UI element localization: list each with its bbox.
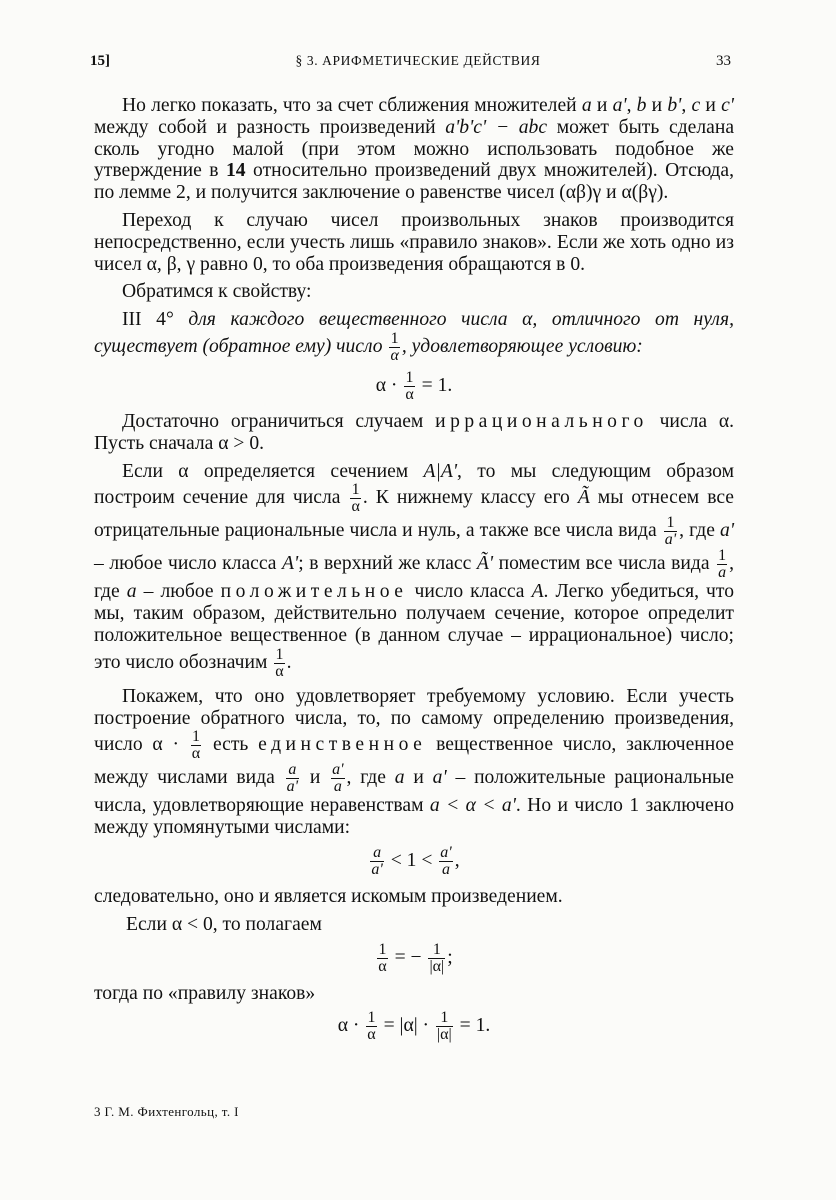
property-statement: III 4° для каждого вещественного числа α, отличного от нуля, существует (обратное ему) число $\frac{1}{\alpha}$ , удовлетворяющее условию:: [94, 309, 734, 364]
paragraph-1: Но легко показать, что за счет сближения множителей a и a', b и b', c и c' между собой и разность произведений a'b'c' − abc может быть сделана сколь угодно малой (при этом можно использовать подобное же утверждение в 14 относительно произведений двух множителей). Отсюда, по лемме 2, и получится заключение о равенстве чисел (αβ)γ и α(βγ).: [94, 95, 735, 204]
paragraph-6: Если α определяется сечением A|A', то мы следующим образом построим сечение для числа $\frac{1}{\alpha}$ . К нижнему классу его Ã мы отнесем все отрицательные рациональные числа и нуль, а также все числа вида $\frac{1}{a'}$ , где a' – любое число класса A'; в верхний же класс Ã' поместим все числа вида $\frac{1}{a}$ , где a – любое положительное число класса A. Легко убедиться, что мы, таким образом, действительно получаем сечение, которое определит положительное вещественное (в данном случае – иррациональное) число; это число обозначим $\frac{1}{\alpha}$ .: [94, 460, 735, 680]
paragraph-3: Обратимся к свойству:: [122, 281, 312, 303]
paragraph-2: Переход к случаю чисел произвольных знаков производится непосредственно, если учесть лишь «правило знаков». Если же хоть одно из чисел α, β, γ равно 0, то оба произведения обращаются в 0.: [94, 209, 734, 275]
paragraph-8: следовательно, оно и является искомым произведением.: [94, 885, 563, 907]
paragraph-7: Покажем, что оно удовлетворяет требуемому условию. Если учесть построение обратного числа, то, по самому определению произведения, число α · $\frac{1}{\alpha}$ есть единственное вещественное число, заключенное между числами вида $\frac{a}{a'}$ и $\frac{a'}{a}$ , где a и a' – положительные рациональные числа, удовлетворяющие неравенствам a < α < a'. Но и число 1 заключено между упомянутыми числами:: [94, 685, 734, 839]
signature-footer: 3 Г. М. Фихтенгольц, т. I: [94, 1104, 239, 1119]
section-number: 15]: [90, 53, 110, 69]
equation-4: α · $\frac{1}{\alpha}$ = |α| · $\frac{1}{|\alpha|}$ = 1.: [337, 1009, 491, 1044]
paragraph-5: Достаточно ограничиться случаем иррационального числа α. Пусть сначала α > 0.: [94, 410, 734, 454]
fraction: $\frac{1}{\alpha}$: [390, 329, 399, 364]
paragraph-10: тогда по «правилу знаков»: [94, 982, 316, 1004]
running-head: § 3. АРИФМЕТИЧЕСКИЕ ДЕЙСТВИЯ: [295, 53, 541, 68]
equation-2: $\frac{a}{a'}$ < 1 < $\frac{a'}{a}$ ,: [371, 843, 460, 878]
paragraph-9: Если α < 0, то полагаем: [126, 913, 322, 935]
page-body: [94, 95, 734, 1051]
page-number: 33: [716, 53, 731, 69]
equation-1: α · $\frac{1}{\alpha}$ = 1.: [375, 368, 453, 403]
equation-3: $\frac{1}{\alpha}$ = − $\frac{1}{|\alpha|}$ ;: [378, 940, 453, 975]
